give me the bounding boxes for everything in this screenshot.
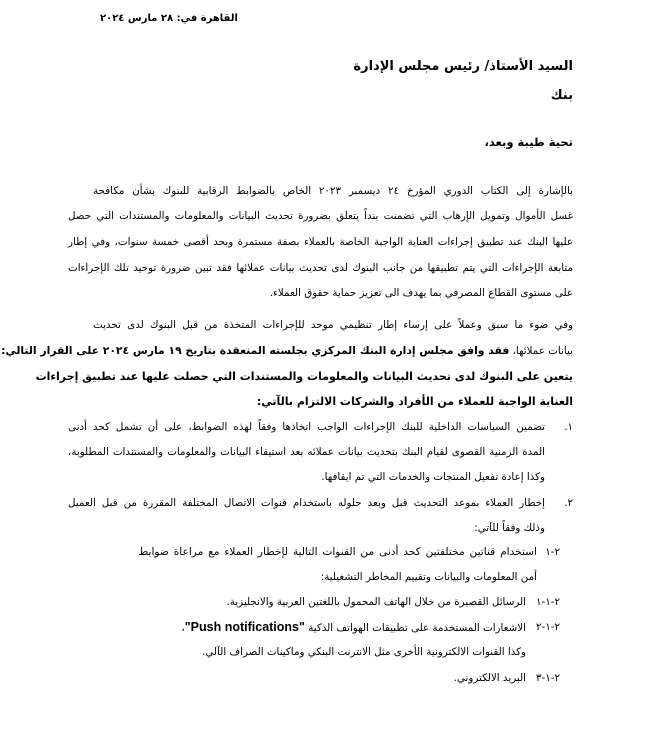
decision-line: العناية الواجبة للعملاء من الأفراد والشركات الالتزام بالآتي: [256, 395, 573, 408]
list-number: ١. [564, 421, 573, 433]
list-item-line: وكذا إعادة تفعيل المنتجات والخدمات التي تم ايقافها. [321, 471, 545, 483]
paragraph-line: متابعة الإجراءات التي يتم تطبيقها من جانب البنوك لدى تحديث بيانات عملائها فقد تبين ضرورة توحيد تلك الإجراءات [68, 262, 573, 274]
paragraph-line: بيانات عملائها، فقد وافق مجلس إدارة البنك المركزي بجلسته المنعقدة بتاريخ ١٩ مارس ٢٠٢٤ على القرار التالي: [1, 344, 573, 357]
list-item-line: المدة الزمنية القصوى لقيام البنك بتحديث بيانات عملائه بعد استيفاء البيانات والمعلومات والمستندات المطلوبة، [68, 446, 545, 458]
addressee-title: السيد الأستاذ/ رئيس مجلس الإدارة [353, 59, 573, 74]
paragraph-line: على مستوى القطاع المصرفي بما يهدف الى تعزيز حماية حقوق العملاء. [269, 287, 573, 299]
sublist-line: أمن المعلومات والبيانات وتقييم المخاطر التشغيلية: [320, 571, 537, 583]
sublist-item-line: الاشعارات المستخدمة على تطبيقات الهواتف الذكية "Push notifications"، [181, 620, 526, 634]
decision-line: يتعين على البنوك لدى تحديث البيانات والمعلومات والمستندات التي حصلت عليها عند تطبيق إجراءات [35, 370, 573, 383]
sublist-number: ٢-١-٢ [535, 621, 560, 633]
paragraph-line: بالإشارة إلى الكتاب الدوري المؤرخ ٢٤ ديسمبر ٢٠٢٣ الخاص بالضوابط الرقابية للبنوك بشأن مكافحة [93, 185, 573, 197]
sublist-line: استخدام قناتين مختلفتين كحد أدنى من القنوات التالية لإخطار العملاء مع مراعاة ضوابط [138, 546, 537, 558]
paragraph-line: وفي ضوء ما سبق وعملاً على إرساء إطار تنظيمي موحد للإجراءات المتخذة من قبل البنوك لدى تحديث [93, 319, 573, 331]
date-line: القاهرة في: ٢٨ مارس ٢٠٢٤ [100, 13, 238, 24]
paragraph-line: غسل الأموال وتمويل الإرهاب التي تضمنت بنداً يتعلق بضرورة تحديث البيانات والمعلومات والمستندات التي حصل [68, 210, 573, 222]
sublist-item-line: الرسائل القصيرة من خلال الهاتف المحمول باللغتين العربية والانجليزية. [226, 596, 526, 608]
list-item-line: تضمين السياسات الداخلية للبنك الإجراءات الواجب اتخاذها وفقاً لهذه الضوابط، على أن تشمل كحد أدنى [68, 421, 545, 433]
sublist-item-line: البريد الالكتروني. [453, 672, 526, 684]
sublist-number: ٢-١-٣ [535, 672, 560, 684]
board-decision-text: فقد وافق مجلس إدارة البنك المركزي بجلسته المنعقدة بتاريخ ١٩ مارس ٢٠٢٤ على القرار التالي: [1, 344, 510, 357]
sublist-number: ٢-١ [545, 546, 560, 558]
push-notifications-term: "Push notifications" [184, 620, 305, 634]
paragraph-line: عليها البنك عند تطبيق إجراءات العناية الواجبة الخاصة بالعملاء بصفة مستمرة وبحد أقصى خمسة سنوات، وفي إطار [68, 236, 573, 248]
addressee-bank: بنك [550, 88, 573, 103]
greeting: تحية طيبة وبعد، [484, 135, 573, 149]
list-item-line: إخطار العملاء بموعد التحديث قبل وبعد حلوله باستخدام قنوات الاتصال المختلفة المقررة من قبل العميل [68, 497, 545, 509]
list-item-line: وذلك وفقاً للآتي: [474, 522, 545, 534]
sublist-item-line: وكذا القنوات الالكترونية الأخرى مثل الانترنت البنكي وماكينات الصراف الآلي. [202, 646, 526, 658]
list-number: ٢. [564, 497, 573, 509]
sublist-number: ٢-١-١ [535, 596, 560, 608]
